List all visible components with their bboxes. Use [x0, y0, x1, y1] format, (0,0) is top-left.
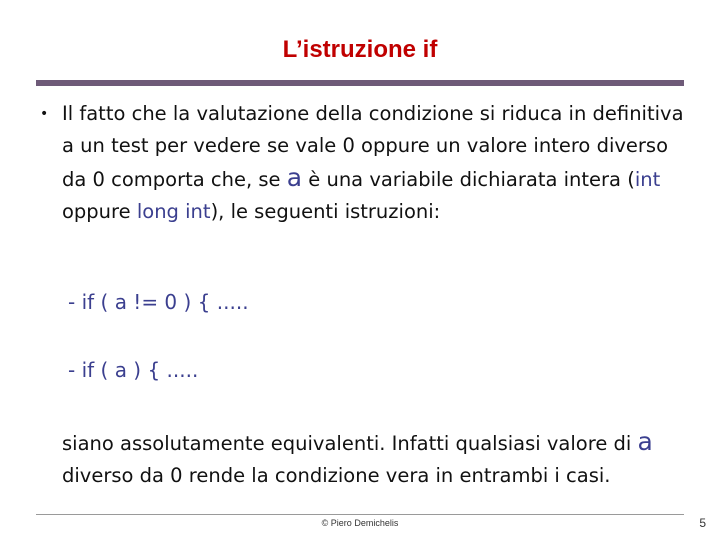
closing-text-part-2: diverso da 0 rende la condizione vera in entrambi i casi. — [62, 464, 611, 487]
slide-content — [40, 98, 690, 228]
bullet-text-part-3: oppure — [62, 200, 137, 223]
code-line-1: - if ( a != 0 ) { ..... — [68, 290, 249, 314]
variable-a: a — [286, 163, 303, 192]
bullet-paragraph — [40, 98, 690, 228]
bullet-text-part-4: ), le seguenti istruzioni: — [210, 200, 441, 223]
page-number: 5 — [699, 516, 706, 530]
slide-title: L’istruzione if — [282, 36, 438, 63]
bullet-text-part-1: Il fatto che la valutazione della condizione si riduca in definitiva a un test per vedere se vale 0 oppure un valore intero diverso da 0 comporta che, se — [62, 102, 684, 191]
bullet-icon: • — [40, 106, 49, 122]
title-divider — [36, 80, 684, 86]
keyword-long-int: long int — [136, 200, 211, 223]
closing-variable-a: a — [637, 427, 653, 456]
closing-paragraph — [62, 426, 692, 492]
closing-text-part-1: siano assolutamente equivalenti. Infatti qualsiasi valore di — [62, 432, 638, 455]
footer-copyright: © Piero Demichelis — [321, 518, 399, 528]
footer-divider — [36, 514, 684, 515]
keyword-int: int — [634, 168, 661, 191]
bullet-text-part-2: è una variabile dichiarata intera ( — [302, 168, 635, 191]
code-line-2: - if ( a ) { ..... — [68, 358, 199, 382]
